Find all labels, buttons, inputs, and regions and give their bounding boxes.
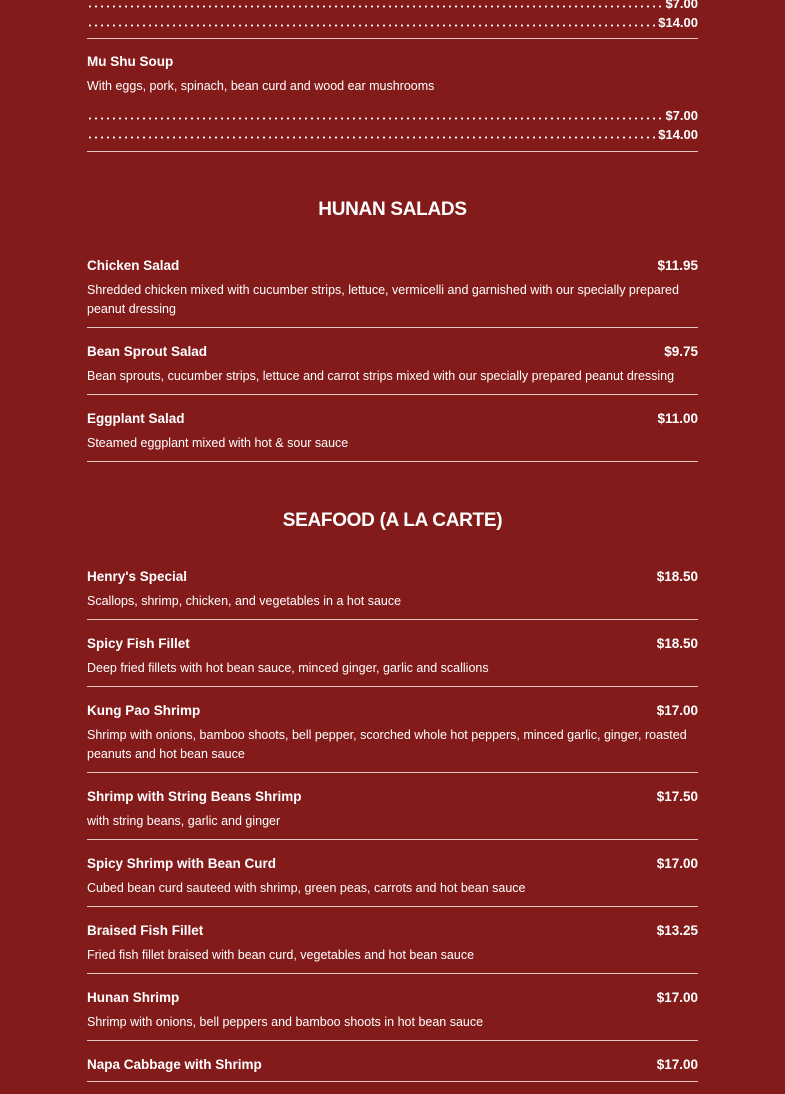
item-price: $11.95 (657, 257, 698, 273)
item-price: $17.00 (656, 855, 698, 871)
dot-leader (87, 136, 657, 139)
item-price: $13.25 (656, 922, 698, 938)
item-description: Shredded chicken mixed with cucumber strips, lettuce, vermicelli and garnished with our specially prepared peanut dressing (87, 283, 679, 316)
menu-item (87, 987, 698, 1032)
item-price: $18.50 (656, 635, 698, 651)
item-name: Eggplant Salad (87, 410, 185, 426)
menu-item (87, 341, 698, 386)
menu-item (87, 566, 698, 611)
divider (87, 619, 698, 620)
price-small: $7.00 (665, 0, 698, 11)
dot-leader (87, 24, 657, 27)
item-name: Chicken Salad (87, 257, 180, 273)
item-name: Henry's Special (87, 568, 188, 584)
price-line-small (87, 104, 698, 123)
divider (87, 151, 698, 152)
menu-item (87, 920, 698, 965)
divider (87, 772, 698, 773)
price-small: $7.00 (665, 108, 698, 123)
divider (87, 839, 698, 840)
price-large: $14.00 (658, 15, 698, 30)
divider (87, 394, 698, 395)
divider (87, 327, 698, 328)
menu-item (87, 786, 698, 831)
menu-item (87, 255, 698, 319)
item-description: Deep fried fillets with hot bean sauce, minced ginger, garlic and scallions (87, 661, 489, 675)
item-description: Bean sprouts, cucumber strips, lettuce and carrot strips mixed with our specially prepared peanut dressing (87, 369, 675, 383)
item-price: $18.50 (656, 568, 698, 584)
item-name: Hunan Shrimp (87, 989, 180, 1005)
item-name: Braised Fish Fillet (87, 922, 204, 938)
item-description: Steamed eggplant mixed with hot & sour sauce (87, 436, 349, 450)
price-line-large (87, 123, 698, 142)
item-name: Kung Pao Shrimp (87, 702, 201, 718)
item-name: Spicy Shrimp with Bean Curd (87, 855, 277, 871)
item-name: Napa Cabbage with Shrimp (87, 1056, 262, 1072)
item-description: With eggs, pork, spinach, bean curd and wood ear mushrooms (87, 79, 435, 93)
menu-item (87, 408, 698, 453)
price-large: $14.00 (658, 127, 698, 142)
section-title-seafood: SEAFOOD (A LA CARTE) (282, 510, 503, 531)
item-description: Fried fish fillet braised with bean curd, vegetables and hot bean sauce (87, 948, 475, 962)
item-price: $17.50 (656, 788, 698, 804)
section-title-hunan-salads: HUNAN SALADS (318, 199, 467, 220)
item-price: $11.00 (657, 410, 698, 426)
top-price-block (87, 0, 698, 30)
divider (87, 38, 698, 39)
item-description: Shrimp with onions, bamboo shoots, bell pepper, scorched whole hot peppers, minced garlic, ginger, roasted peanuts and hot bean sauce (87, 728, 687, 761)
divider (87, 973, 698, 974)
menu-item (87, 633, 698, 678)
item-name: Shrimp with String Beans Shrimp (87, 788, 302, 804)
item-price: $17.00 (656, 702, 698, 718)
divider (87, 906, 698, 907)
item-name: Bean Sprout Salad (87, 343, 208, 359)
item-price: $17.00 (656, 1056, 698, 1072)
divider (87, 461, 698, 462)
divider (87, 1081, 698, 1082)
menu-item-mu-shu-soup (87, 51, 698, 96)
menu-item (87, 700, 698, 764)
item-name: Spicy Fish Fillet (87, 635, 190, 651)
item-description: Scallops, shrimp, chicken, and vegetables in a hot sauce (87, 594, 402, 608)
price-line-large (87, 11, 698, 30)
mu-shu-price-block (87, 104, 698, 142)
item-description: Cubed bean curd sauteed with shrimp, green peas, carrots and hot bean sauce (87, 881, 526, 895)
item-price: $9.75 (664, 343, 698, 359)
item-price: $17.00 (656, 989, 698, 1005)
divider (87, 1040, 698, 1041)
dot-leader (87, 5, 664, 8)
item-name: Mu Shu Soup (87, 53, 174, 69)
menu-item (87, 853, 698, 898)
price-line-small (87, 0, 698, 11)
dot-leader (87, 117, 664, 120)
menu-item (87, 1054, 698, 1074)
item-description: with string beans, garlic and ginger (87, 814, 281, 828)
divider (87, 686, 698, 687)
item-description: Shrimp with onions, bell peppers and bamboo shoots in hot bean sauce (87, 1015, 484, 1029)
